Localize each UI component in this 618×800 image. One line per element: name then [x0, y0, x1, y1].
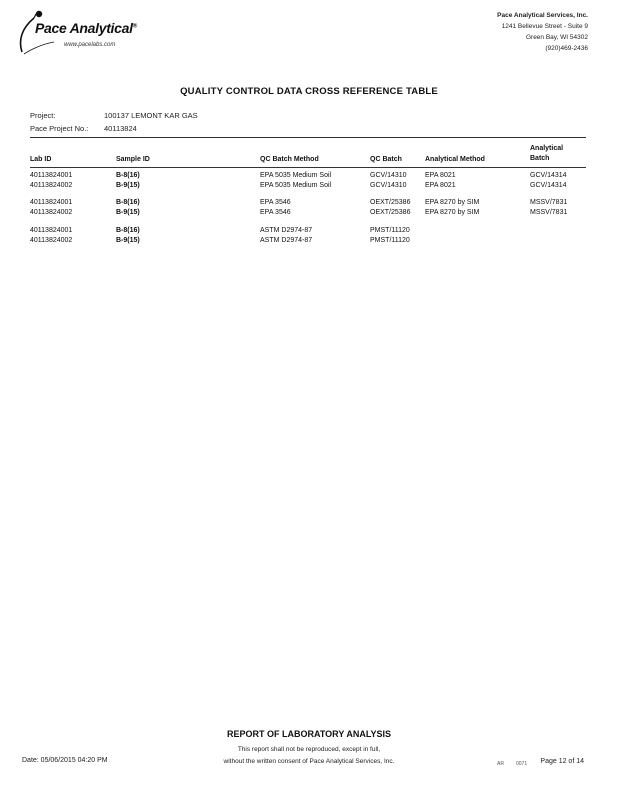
cell-lab-id: 40113824001	[30, 227, 73, 234]
cell-qc-batch: GCV/14310	[370, 182, 407, 189]
header-analytical-method: Analytical Method	[425, 156, 485, 163]
cell-qc-batch: OEXT/25386	[370, 209, 411, 216]
cell-qc-batch: OEXT/25386	[370, 199, 411, 206]
project-value: 100137 LEMONT KAR GAS	[104, 111, 198, 120]
cell-analytical-batch: GCV/14314	[530, 172, 567, 179]
cell-sample-id: B-9(15)	[116, 209, 140, 216]
logo-brand-text: Pace Analytical®	[35, 20, 137, 36]
cell-lab-id: 40113824002	[30, 237, 73, 244]
cell-lab-id: 40113824001	[30, 172, 73, 179]
table-top-rule	[30, 137, 586, 138]
cell-lab-id: 40113824002	[30, 209, 73, 216]
cell-analytical-batch: GCV/14314	[530, 182, 567, 189]
footer-title: REPORT OF LABORATORY ANALYSIS	[226, 729, 392, 739]
cell-sample-id: B-8(16)	[116, 172, 140, 179]
header-qc-batch: QC Batch	[370, 156, 402, 163]
company-info	[497, 10, 588, 54]
cell-analytical-method: EPA 8270 by SIM	[425, 199, 480, 206]
cell-lab-id: 40113824001	[30, 199, 73, 206]
footer-line-2: without the written consent of Pace Analytical Services, Inc.	[223, 758, 395, 765]
company-phone: (920)469-2436	[545, 45, 588, 52]
cell-qc-batch-method: ASTM D2974-87	[260, 227, 313, 234]
cell-qc-batch-method: EPA 5035 Medium Soil	[260, 172, 332, 179]
cell-qc-batch: GCV/14310	[370, 172, 407, 179]
cell-qc-batch-method: EPA 3546	[260, 199, 291, 206]
logo-swoosh-icon	[12, 6, 142, 66]
cell-sample-id: B-8(16)	[116, 199, 140, 206]
pace-project-value: 40113824	[104, 124, 137, 133]
footer-code-1: AR	[497, 761, 504, 767]
page-title: QUALITY CONTROL DATA CROSS REFERENCE TABLE	[180, 86, 438, 97]
cell-sample-id: B-9(15)	[116, 182, 140, 189]
footer-code-2: 0071	[516, 761, 528, 767]
footer-date: Date: 05/06/2015 04:20 PM	[22, 757, 108, 764]
cell-analytical-method: EPA 8021	[425, 172, 456, 179]
project-label: Project:	[30, 111, 56, 120]
pace-project-label: Pace Project No.:	[30, 124, 89, 133]
header-analytical-batch	[530, 144, 563, 164]
pace-logo	[12, 6, 142, 66]
header-lab-id: Lab ID	[30, 156, 52, 163]
header-analytical-batch-line2: Batch	[530, 155, 550, 162]
header-analytical-batch-line1: Analytical	[530, 145, 564, 152]
company-city: Green Bay, WI 54302	[525, 34, 588, 41]
cell-sample-id: B-9(15)	[116, 237, 140, 244]
cell-qc-batch: PMST/11120	[370, 227, 410, 234]
footer-page-number: Page 12 of 14	[540, 758, 584, 765]
cell-sample-id: B-8(16)	[116, 227, 140, 234]
header-sample-id: Sample ID	[116, 156, 150, 163]
logo-url: www.pacelabs.com	[64, 42, 116, 48]
cell-qc-batch-method: EPA 5035 Medium Soil	[260, 182, 332, 189]
footer-line-1: This report shall not be reproduced, except in full,	[237, 746, 381, 753]
cell-analytical-method: EPA 8270 by SIM	[425, 209, 480, 216]
cell-qc-batch-method: ASTM D2974-87	[260, 237, 313, 244]
cell-analytical-batch: MSSV/7831	[530, 209, 568, 216]
cell-analytical-method: EPA 8021	[425, 182, 456, 189]
header-qc-batch-method: QC Batch Method	[260, 156, 319, 163]
cell-qc-batch-method: EPA 3546	[260, 209, 291, 216]
cell-qc-batch: PMST/11120	[370, 237, 410, 244]
company-name: Pace Analytical Services, Inc.	[497, 12, 588, 19]
cell-lab-id: 40113824002	[30, 182, 73, 189]
cell-analytical-batch: MSSV/7831	[530, 199, 568, 206]
table-header-rule	[30, 167, 586, 168]
company-address: 1241 Bellevue Street - Suite 9	[501, 23, 588, 30]
